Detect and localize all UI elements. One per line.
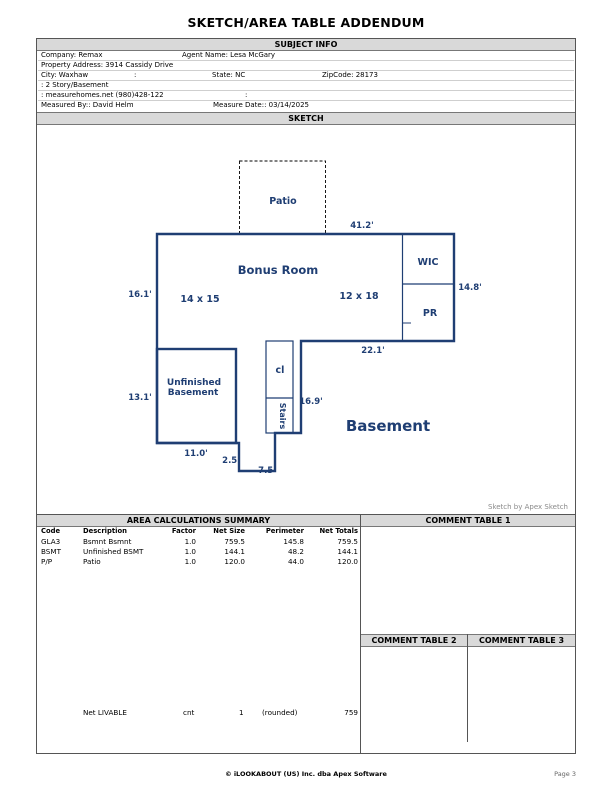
net-cnt-label: cnt <box>183 708 195 717</box>
area-calculations-header: AREA CALCULATIONS SUMMARY <box>37 515 361 527</box>
net-cnt-value: 1 <box>239 708 244 717</box>
patio-label: Patio <box>269 196 297 207</box>
table-row <box>37 547 360 557</box>
row-code: P/P <box>41 557 53 566</box>
area-table-header <box>37 527 360 537</box>
subject-info-header: SUBJECT INFO <box>37 39 575 51</box>
dim-top: 41.2' <box>350 221 374 231</box>
row-description: Unfinished BSMT <box>83 547 144 556</box>
row-code: BSMT <box>41 547 61 556</box>
comment-table-1-header: COMMENT TABLE 1 <box>361 515 575 527</box>
row-net-size: 759.5 <box>224 537 245 546</box>
contact-field: : measurehomes.net (980)428-122 <box>41 91 164 99</box>
comment-tables-divider <box>467 634 468 742</box>
address-field: Property Address: 3914 Cassidy Drive <box>41 61 174 69</box>
pr-label: PR <box>422 308 438 319</box>
col-description: Description <box>83 527 127 535</box>
comment-table-3-header: COMMENT TABLE 3 <box>468 634 575 647</box>
row-net-total: 120.0 <box>337 557 358 566</box>
page-title: SKETCH/AREA TABLE ADDENDUM <box>187 15 425 30</box>
city-separator: : <box>134 71 137 79</box>
col-net-totals: Net Totals <box>319 527 358 535</box>
row-perimeter: 44.0 <box>287 557 304 566</box>
zip-field: ZipCode: 28173 <box>322 71 378 79</box>
dim-bottom-mid: 7.5' <box>258 466 276 476</box>
basement-label: Basement <box>345 417 431 435</box>
row-perimeter: 145.8 <box>283 537 304 546</box>
net-livable-row <box>37 708 360 718</box>
row-factor: 1.0 <box>184 557 196 566</box>
net-livable-total: 759 <box>344 708 358 717</box>
company-field: Company: Remax <box>41 51 103 59</box>
row-net-size: 144.1 <box>224 547 245 556</box>
bonus-room-label: Bonus Room <box>237 263 319 277</box>
state-field: State: NC <box>212 71 246 79</box>
sketch-credit: Sketch by Apex Sketch <box>488 503 568 511</box>
right-dimension-label: 12 x 18 <box>339 291 379 302</box>
dim-left-lower: 13.1' <box>128 393 152 403</box>
col-factor: Factor <box>171 527 196 535</box>
closet-label: cl <box>275 365 285 376</box>
table-row <box>37 557 360 567</box>
row-factor: 1.0 <box>184 547 196 556</box>
row-net-size: 120.0 <box>224 557 245 566</box>
table-row <box>37 537 360 547</box>
row-description: Patio <box>83 557 101 566</box>
dim-bottom-left: 11.0' <box>184 449 208 459</box>
row-perimeter: 48.2 <box>287 547 304 556</box>
wic-label: WIC <box>417 257 439 268</box>
contact-separator: : <box>245 91 248 99</box>
stairs-label: Stairs <box>278 402 287 430</box>
unfinished-label-line1: Unfinished <box>166 378 222 388</box>
property-type-field: : 2 Story/Basement <box>41 81 109 89</box>
dim-right: 14.8' <box>458 283 482 293</box>
row-net-total: 144.1 <box>337 547 358 556</box>
row-factor: 1.0 <box>184 537 196 546</box>
bonus-dimension-label: 14 x 15 <box>180 294 220 305</box>
col-net-size: Net Size <box>213 527 245 535</box>
row-net-total: 759.5 <box>337 537 358 546</box>
row-description: Bsmnt Bsmnt <box>83 537 132 546</box>
net-rounded-label: (rounded) <box>262 708 298 717</box>
unfinished-label-line2: Basement <box>167 388 219 398</box>
footer-copyright: © iLOOKABOUT (US) Inc. dba Apex Software <box>225 770 387 778</box>
col-code: Code <box>41 527 61 535</box>
measure-date-field: Measure Date:: 03/14/2025 <box>213 101 309 109</box>
comment-table-2-header: COMMENT TABLE 2 <box>361 634 467 647</box>
sketch-header: SKETCH <box>37 112 575 125</box>
measured-by-field: Measured By:: David Helm <box>41 101 134 109</box>
col-perimeter: Perimeter <box>265 527 304 535</box>
agent-field: Agent Name: Lesa McGary <box>182 51 276 59</box>
page-number: Page 3 <box>554 770 576 778</box>
dim-left: 16.1' <box>128 290 152 300</box>
city-field: City: Waxhaw <box>41 71 89 79</box>
dim-step: 2.5' <box>222 456 240 466</box>
row-code: GLA3 <box>41 537 61 546</box>
dim-mid: 22.1' <box>361 346 385 356</box>
dim-stairs-side: 16.9' <box>299 397 323 407</box>
net-livable-label: Net LIVABLE <box>83 708 127 717</box>
